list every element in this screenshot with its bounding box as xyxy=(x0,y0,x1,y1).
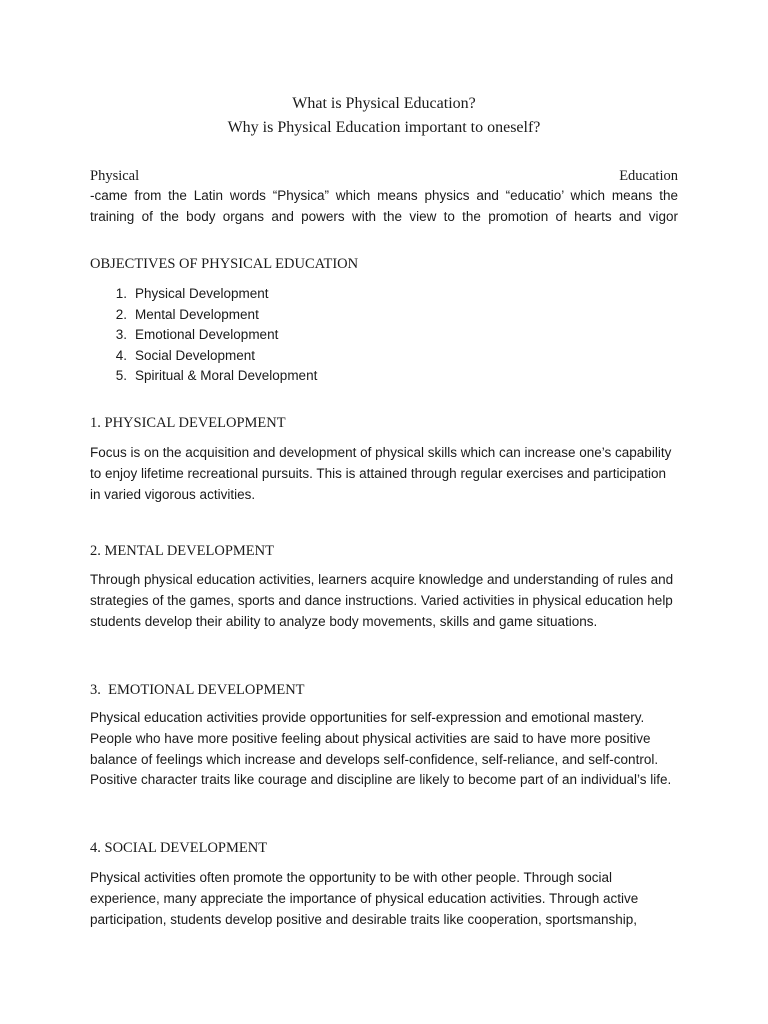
list-item-number: 3. xyxy=(115,327,127,342)
list-item-text: Physical Development xyxy=(135,286,269,301)
list-item-text: Mental Development xyxy=(135,306,259,322)
section-heading-physical: 1. PHYSICAL DEVELOPMENT xyxy=(90,415,286,431)
section-heading-emotional: 3. EMOTIONAL DEVELOPMENT xyxy=(90,682,305,698)
intro-term-left: Physical xyxy=(90,168,140,184)
list-item-number: 1. xyxy=(115,286,127,301)
title-line-1: What is Physical Education? xyxy=(292,95,476,112)
list-item-number: 5. xyxy=(115,368,127,383)
list-item xyxy=(90,346,317,367)
list-item xyxy=(90,305,317,326)
intro-term xyxy=(90,166,678,186)
list-item-text: Spiritual & Moral Development xyxy=(135,368,318,383)
objectives-heading: OBJECTIVES OF PHYSICAL EDUCATION xyxy=(90,256,359,272)
section-body-emotional: Physical education activities provide opportunities for self-expression and emotional mastery. People who have more positive feeling about physical activities are said to have more positive balance of feelings which increase and develops self-confidence, self-reliance, and self-control. Positive character traits like courage and discipline are likely to become part of an individual’s life. xyxy=(90,710,672,788)
intro-term-right: Education xyxy=(619,168,678,184)
section-body-mental: Through physical education activities, learners acquire knowledge and understanding of rules and strategies of the games, sports and dance instructions. Varied activities in physical education help students develop their ability to analyze body movements, skills and game situations. xyxy=(90,572,674,629)
section-heading-social: 4. SOCIAL DEVELOPMENT xyxy=(90,840,268,856)
list-item-number: 4. xyxy=(115,347,127,363)
title-line-2: Why is Physical Education important to oneself? xyxy=(227,119,541,136)
list-item-number: 2. xyxy=(115,306,127,322)
list-item-text: Emotional Development xyxy=(135,327,279,342)
section-heading-mental: 2. MENTAL DEVELOPMENT xyxy=(90,543,274,559)
section-body-physical: Focus is on the acquisition and development of physical skills which can increase one’s capability to enjoy lifetime recreational pursuits. This is attained through regular exercises and participation in varied vigorous activities. xyxy=(90,445,672,502)
list-item xyxy=(90,366,317,387)
section-body-social: Physical activities often promote the opportunity to be with other people. Through social experience, many appreciate the importance of physical education activities. Through active participation, students develop positive and desirable traits like cooperation, sportsmanship, xyxy=(90,870,639,927)
objectives-list xyxy=(90,284,317,387)
list-item-text: Social Development xyxy=(135,347,256,363)
list-item xyxy=(90,325,317,346)
list-item xyxy=(90,284,317,305)
intro-definition: -came from the Latin words “Physica” which means physics and “educatio’ which means the training of the body organs and powers with the view to the promotion of hearts and vigor xyxy=(90,188,678,224)
